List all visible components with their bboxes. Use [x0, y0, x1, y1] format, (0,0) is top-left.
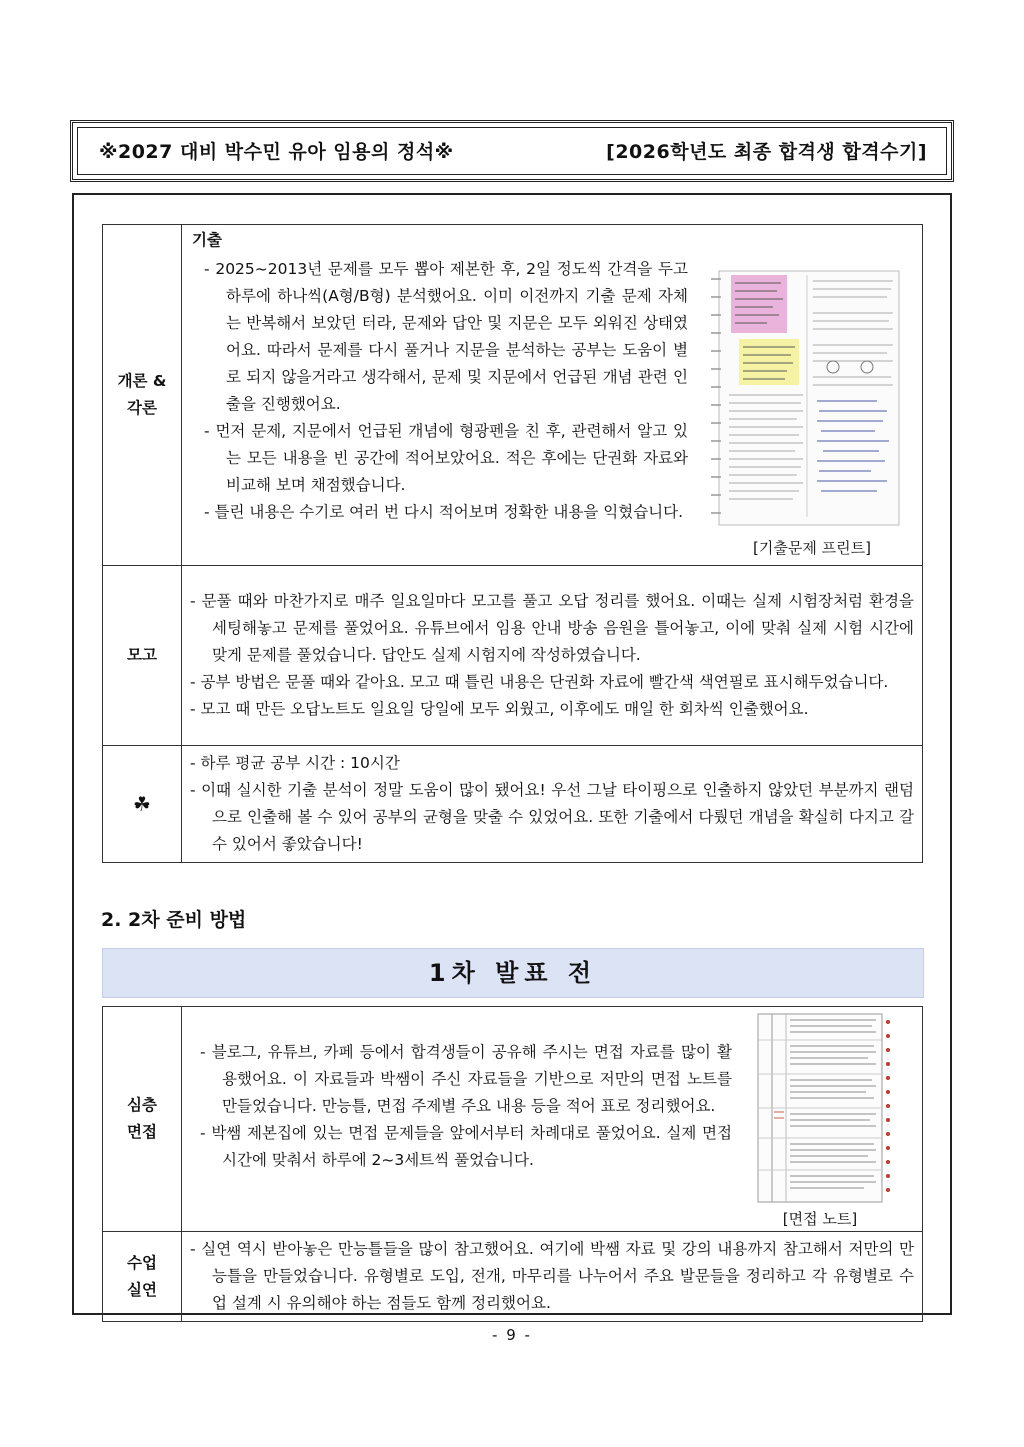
bullet-item: - 하루 평균 공부 시간 : 10시간 [190, 750, 914, 777]
table-row [103, 1007, 923, 1232]
content-heading: 기출 [192, 231, 222, 249]
row-label-line: 모고 [127, 646, 157, 664]
bullet-item: - 2025~2013년 문제를 모두 뽑아 제본한 후, 2일 정도씩 간격을 두고 하루에 하나씩(A형/B형) 분석했어요. 이미 이전까지 기출 문제 자체는 반복해서 보았던 터라, 문제와 답안 및 지문은 모두 외워진 상태였어요. 따라서 문제를 다시 풀거나 지문을 분석하는 공부는 도움이 별로 되지 않을거라고 생각해서, 문제 및 지문에서 언급된 개념 관련 인출을 진행했어요. [204, 256, 688, 418]
table-row [103, 1232, 923, 1322]
bullet-item: - 이때 실시한 기출 분석이 정말 도움이 많이 됐어요! 우선 그날 타이핑으로 인출하지 않았던 부분까지 랜덤으로 인출해 볼 수 있어 공부의 균형을 맞출 수 있었어요. 또한 기출에서 다뤘던 개념을 확실히 다지고 갈 수 있어서 좋았습니다! [190, 777, 914, 858]
bullet-item: - 문풀 때와 마찬가지로 매주 일요일마다 모고를 풀고 오답 정리를 했어요. 이때는 실제 시험장처럼 환경을 세팅해놓고 문제를 풀었어요. 유튜브에서 임용 안내 방송 음원을 틀어놓고, 이에 맞춰 실제 시험 시간에 맞게 문제를 풀었습니다. 답안도 실제 시험지에 작성하였습니다. [190, 588, 914, 669]
row-content-interview [182, 1007, 923, 1232]
text-column [190, 227, 688, 526]
table-row [103, 225, 923, 566]
row-label-theory [103, 225, 182, 566]
study-method-table [102, 224, 923, 863]
header-title: ※2027 대비 박수민 유아 임용의 정석※ [99, 141, 454, 163]
second-stage-table [102, 1006, 923, 1322]
row-content-teaching-demo [182, 1232, 923, 1322]
exam-print-image [707, 267, 902, 529]
page-number: - 9 - [492, 1326, 532, 1344]
text-column [200, 1039, 732, 1174]
document-header [70, 120, 954, 182]
section-band: 1차 발표 전 [102, 948, 924, 998]
table-row [103, 746, 923, 863]
bullet-item: - 실연 역시 받아놓은 만능틀들을 많이 참고했어요. 여기에 박쌤 자료 및 강의 내용까지 참고해서 저만의 만능틀을 만들었습니다. 유형별로 도입, 전개, 마무리를 나누어서 주요 발문들을 정리하고 각 유형별로 수업 설계 시 유의해야 하는 점들도 함께 정리했어요. [190, 1236, 914, 1317]
header-subtitle: [2026학년도 최종 합격생 합격수기] [606, 141, 927, 163]
bullet-item: - 모고 때 만든 오답노트도 일요일 당일에 모두 외웠고, 이후에도 매일 한 회차씩 인출했어요. [190, 696, 914, 723]
row-content-theory [182, 225, 923, 566]
row-label-line: 수업 [127, 1253, 157, 1272]
row-label-teaching-demo [103, 1232, 182, 1322]
row-label-line: 각론 [127, 399, 157, 417]
bullet-item: - 블로그, 유튜브, 카페 등에서 합격생들이 공유해 주시는 면접 자료를 많이 활용했어요. 이 자료들과 박쌤이 주신 자료들을 기반으로 저만의 면접 노트를 만들었습니다. 만능틀, 면접 주제별 주요 내용 등을 적어 표로 정리했어요. [200, 1039, 732, 1120]
bullet-item: - 공부 방법은 문풀 때와 같아요. 모고 때 틀린 내용은 단권화 자료에 빨간색 색연필로 표시해두었습니다. [190, 669, 914, 696]
row-label-interview [103, 1007, 182, 1232]
row-label-line: 심층 [127, 1096, 157, 1114]
row-label-line: 면접 [127, 1123, 157, 1141]
row-label-mock [103, 566, 182, 746]
bullet-item: - 박쌤 제본집에 있는 면접 문제들을 앞에서부터 차례대로 풀었어요. 실제 면접 시간에 맞춰서 하루에 2~3세트씩 풀었습니다. [200, 1120, 732, 1174]
row-label-line: 개론 & [117, 372, 167, 390]
interview-note-image [756, 1012, 894, 1204]
clover-icon [103, 746, 182, 863]
row-label-line: 실연 [127, 1280, 157, 1299]
bullet-item: - 먼저 문제, 지문에서 언급된 개념에 형광펜을 친 후, 관련해서 알고 있는 모든 내용을 빈 공간에 적어보았어요. 적은 후에는 단권화 자료와 비교해 보며 채점했습니다. [204, 418, 688, 499]
image-caption: [면접 노트] [782, 1210, 858, 1228]
table-row [103, 566, 923, 746]
section-title: 2. 2차 준비 방법 [101, 909, 247, 931]
row-content-tips [182, 746, 923, 863]
row-content-mock [182, 566, 923, 746]
image-caption: [기출문제 프린트] [753, 539, 871, 557]
bullet-item: - 틀린 내용은 수기로 여러 번 다시 적어보며 정확한 내용을 익혔습니다. [204, 499, 688, 526]
row-label-line: ☘ [133, 791, 151, 816]
